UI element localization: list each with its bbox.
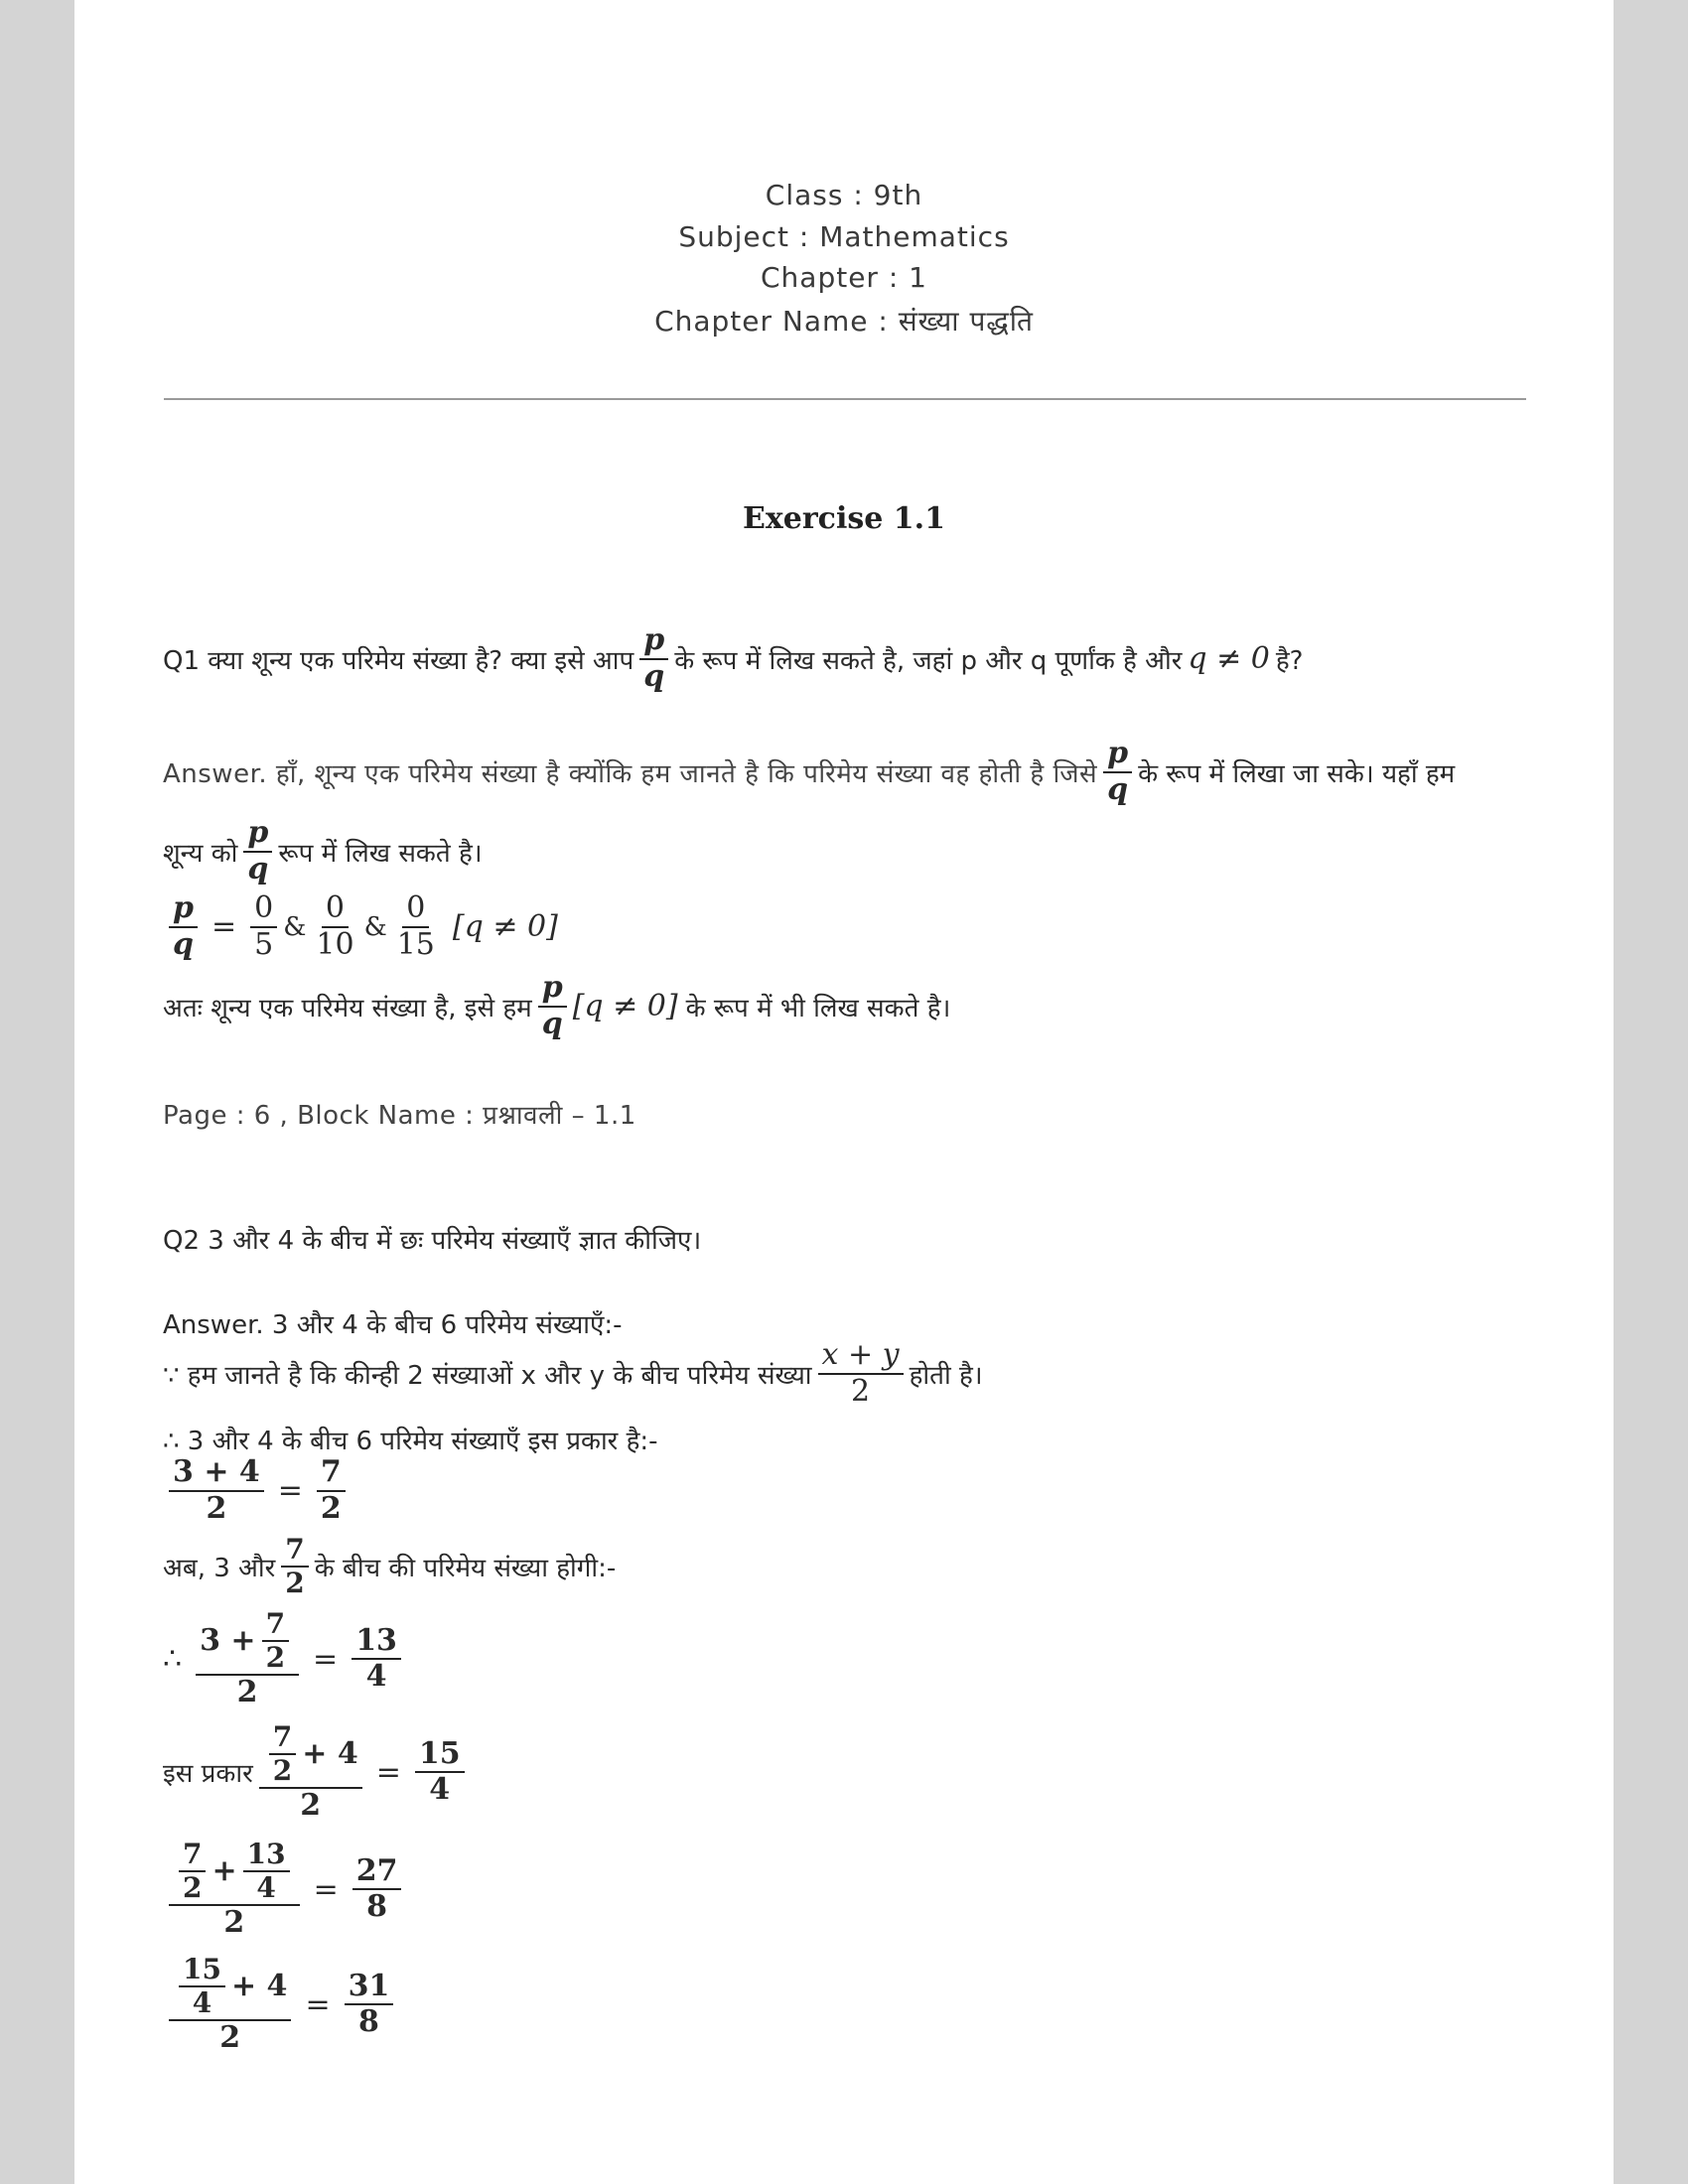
compound-fraction: $\frac{7}{2}$ + $\frac{13}{4}$ 2: [169, 1839, 300, 1941]
a2-eq1: $\frac{3 + 4}{2}$ = $\frac{7}{2}$: [163, 1455, 352, 1526]
a2-eq4: $\frac{7}{2}$ + $\frac{13}{4}$ 2 = $\frac{27}{8}$: [163, 1839, 407, 1941]
a1-line1: [163, 737, 1455, 807]
fraction-27-8: $\frac{27}{8}$: [352, 1854, 402, 1925]
fraction-p-q: $\frac{p}{q}$: [169, 891, 198, 962]
a1-text-b: के रूप में लिखा जा सके। यहाँ हम: [1138, 758, 1456, 789]
class-line: Class : 9th: [765, 179, 923, 211]
fraction-7-2: $\frac{7}{2}$: [281, 1534, 308, 1599]
a2-line2: ∵ हम जानते है कि कीन्ही 2 संख्याओं x और y के बीच परिमेय संख्या $\frac{x + y}{2}$ होती है।: [163, 1337, 983, 1409]
q1-line: [163, 623, 1303, 694]
a2-line3: ∴ 3 और 4 के बीच 6 परिमेय संख्याएँ इस प्रकार है:-: [163, 1427, 658, 1456]
fraction-15-4: $\frac{15}{4}$: [415, 1737, 465, 1808]
a1-equation: $\frac{p}{q}$ = $\frac{0}{5}$ & $\frac{0}{10}$ & $\frac{0}{15}$ [q ≠ 0]: [163, 891, 558, 962]
compound-fraction: 3 + $\frac{7}{2}$ 2: [196, 1608, 299, 1710]
page-reference: Page : 6 , Block Name : प्रश्नावली – 1.1: [163, 1101, 636, 1131]
fraction-p-q: $\frac{p}{q}$: [639, 623, 668, 694]
a2-line1: Answer. 3 और 4 के बीच 6 परिमेय संख्याएँ:-: [163, 1310, 623, 1340]
fraction-7-2: $\frac{7}{2}$: [317, 1455, 346, 1526]
a1-line2-b: रूप में लिख सकते है।: [278, 838, 483, 869]
exercise-title: Exercise 1.1: [743, 501, 945, 536]
q1-text-b: के रूप में लिख सकते है, जहां p और q पूर्णांक है और: [674, 645, 1183, 676]
q1-text-c: है?: [1275, 645, 1304, 676]
chapter-line: Chapter : 1: [761, 261, 927, 294]
fraction-0-10: $\frac{0}{10}$: [316, 890, 354, 962]
a1-line2: [163, 816, 483, 887]
compound-fraction: $\frac{7}{2}$ + 4 2: [259, 1721, 362, 1824]
condition-bracket: [q ≠ 0]: [452, 909, 558, 944]
a1-conclusion: अतः शून्य एक परिमेय संख्या है, इसे हम $\frac{p}{q}$ [q ≠ 0] के रूप में भी लिख सकते है।: [163, 970, 951, 1041]
a2-eq5: $\frac{15}{4}$ + 4 2 = $\frac{31}{8}$: [163, 1954, 399, 2056]
fraction-0-5: $\frac{0}{5}$: [250, 891, 277, 962]
a1-text-a: Answer. हाँ, शून्य एक परिमेय संख्या है क्योंकि हम जानते है कि परिमेय संख्या वह होती है जिसे: [163, 758, 1098, 789]
q1-condition: q ≠ 0: [1188, 641, 1270, 676]
document-page: [74, 0, 1614, 2184]
fraction-p-q: $\frac{p}{q}$: [538, 971, 567, 1041]
chapter-name-line: Chapter Name : संख्या पद्धति: [654, 305, 1034, 338]
fraction-0-15: $\frac{0}{15}$: [396, 890, 435, 962]
fraction-31-8: $\frac{31}{8}$: [345, 1970, 394, 2040]
a2-eq2: ∴ 3 + $\frac{7}{2}$ 2 = $\frac{13}{4}$: [163, 1608, 407, 1710]
a2-line4: अब, 3 और $\frac{7}{2}$ के बीच की परिमेय संख्या होगी:-: [163, 1533, 617, 1600]
divider: [164, 398, 1526, 400]
fraction-p-q: $\frac{p}{q}$: [1103, 737, 1132, 807]
compound-fraction: $\frac{15}{4}$ + 4 2: [169, 1954, 291, 2056]
q1-text-a: Q1 क्या शून्य एक परिमेय संख्या है? क्या इसे आप: [163, 645, 634, 676]
subject-line: Subject : Mathematics: [678, 220, 1010, 253]
a1-line2-a: शून्य को: [163, 838, 238, 869]
a2-eq3: इस प्रकार $\frac{7}{2}$ + 4 2 = $\frac{15}{4}$: [163, 1721, 471, 1824]
fraction-3plus4-2: $\frac{3 + 4}{2}$: [169, 1455, 264, 1526]
q2-line: Q2 3 और 4 के बीच में छः परिमेय संख्याएँ ज्ञात कीजिए।: [163, 1226, 702, 1256]
fraction-p-q: $\frac{p}{q}$: [243, 816, 272, 887]
fraction-xy-2: $\frac{x + y}{2}$: [818, 1338, 904, 1409]
fraction-13-4: $\frac{13}{4}$: [352, 1624, 401, 1695]
